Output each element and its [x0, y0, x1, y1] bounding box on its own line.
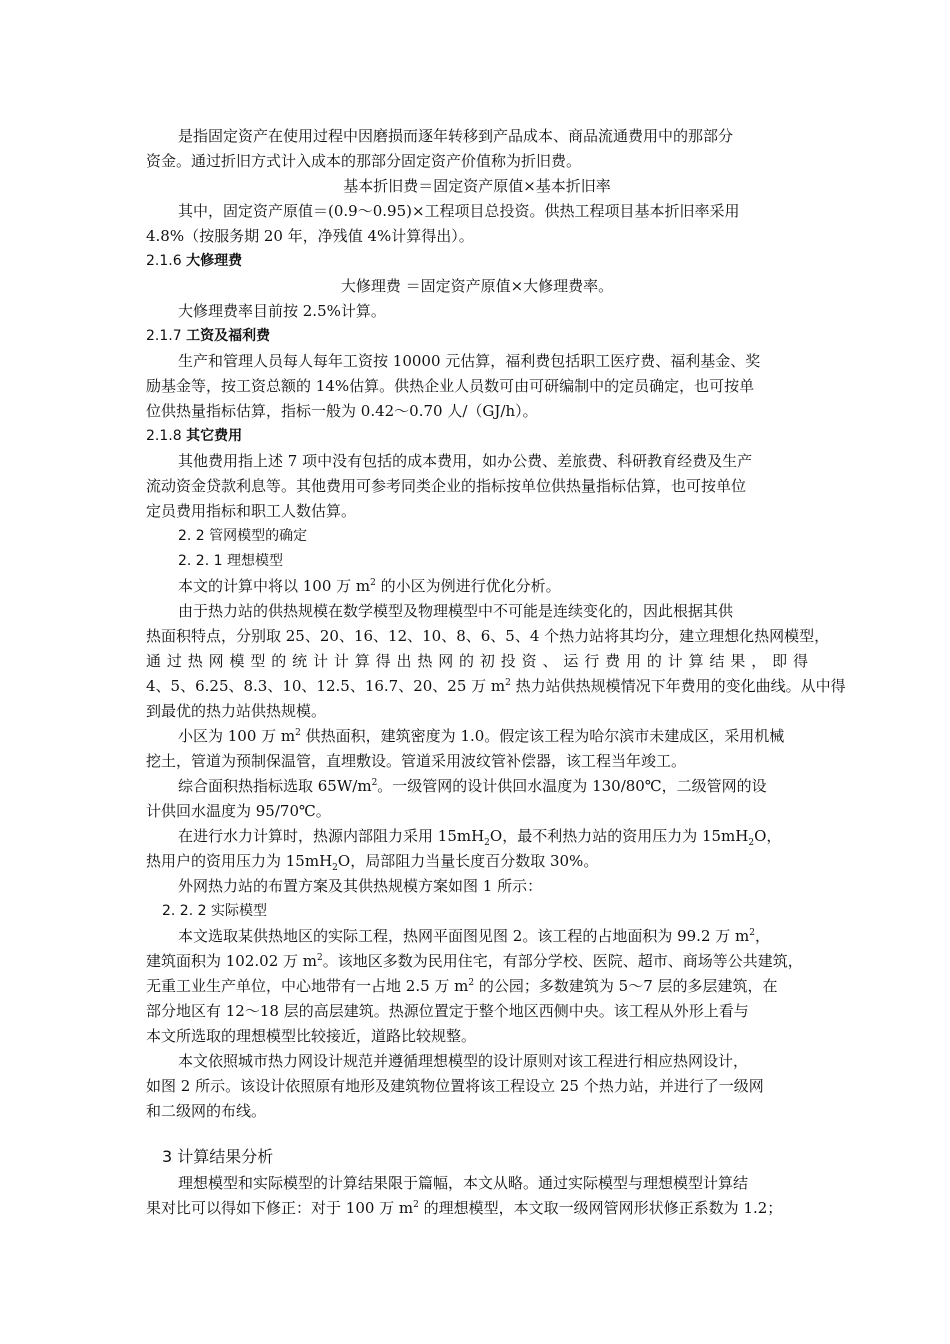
paragraph-line: 其中，固定资产原值＝(0.9～0.95)×工程项目总投资。供热工程项目基本折旧率采用 — [178, 202, 740, 220]
paragraph-line: 其他费用指上述 7 项中没有包括的成本费用，如办公费、差旅费、科研教育经费及生产 — [178, 452, 753, 470]
paragraph-line: 建筑面积为 102.02 万 $m^2$。该地区多数为民用住宅，有部分学校、医院、超市、商场等公共建筑， — [146, 952, 803, 970]
paragraph-line: 果对比可以得如下修正：对于 100 万 $m^2$ 的理想模型，本文取一级网管网形状修正系数为 1.2； — [146, 1199, 783, 1217]
paragraph-line: 和二级网的布线。 — [146, 1102, 267, 1120]
section-heading-2-1-8: 2.1.8 其它费用 — [146, 428, 243, 444]
paragraph-line: 由于热力站的供热规模在数学模型及物理模型中不可能是连续变化的，因此根据其供 — [178, 602, 734, 620]
paragraph-line: 本文依照城市热力网设计规范并遵循理想模型的设计原则对该工程进行相应热网设计， — [178, 1052, 749, 1070]
paragraph-line: 综合面积热指标选取 $65W/m^2$。一级管网的设计供回水温度为 130/80℃，二级管网的设 — [178, 777, 767, 795]
paragraph-line: 通过热网模型的统计计算得出热网的初投资、运行费用的计算结果，即得 — [146, 652, 808, 670]
paragraph-line: 部分地区有 12～18 层的高层建筑。热源位置定于整个地区西侧中央。该工程从外形上看与 — [146, 1002, 749, 1020]
paragraph-line: 理想模型和实际模型的计算结果限于篇幅，本文从略。通过实际模型与理想模型计算结 — [178, 1174, 749, 1192]
paragraph-line: 无重工业生产单位，中心地带有一占地 2.5 万 $m^2$ 的公园；多数建筑为 5～7 层的多层建筑，在 — [146, 977, 778, 995]
section-heading-2-1-7: 2.1.7 工资及福利费 — [146, 328, 271, 344]
paragraph-line: 生产和管理人员每人每年工资按 10000 元估算，福利费包括职工医疗费、福利基金、奖 — [178, 352, 761, 370]
paragraph-line: 资金。通过折旧方式计入成本的那部分固定资产价值称为折旧费。 — [146, 152, 582, 170]
section-heading-2-1-6: 2.1.6 大修理费 — [146, 253, 243, 269]
section-heading-2-2: 2. 2 管网模型的确定 — [178, 528, 308, 544]
formula-depreciation: 基本折旧费＝固定资产原值×基本折旧率 — [343, 177, 611, 195]
paragraph-line: 热用户的资用压力为 $15mH_2O$，局部阻力当量长度百分数取 30%。 — [146, 852, 599, 873]
paragraph-line: 流动资金贷款利息等。其他费用可参考同类企业的指标按单位供热量指标估算，也可按单位 — [146, 477, 747, 495]
paragraph-line: 热面积特点，分别取 25、20、16、12、10、8、6、5、4 个热力站将其均分，建立理想化热网模型， — [146, 627, 830, 645]
paragraph-line: 计供回水温度为 95/70℃。 — [146, 802, 331, 820]
paragraph-line: 本文选取某供热地区的实际工程，热网平面图见图 2。该工程的占地面积为 99.2 万 $m^2$， — [178, 927, 770, 945]
paragraph-line: 位供热量指标估算，指标一般为 0.42～0.70 人/（GJ/h）。 — [146, 402, 538, 420]
paragraph-line: 是指固定资产在使用过程中因磨损而逐年转移到产品成本、商品流通费用中的那部分 — [178, 127, 734, 145]
paragraph-line: 在进行水力计算时，热源内部阻力采用 $15mH_2O$，最不利热力站的资用压力为 $15mH_2O$， — [178, 827, 782, 848]
paragraph-line: 本文的计算中将以 100 万 $m^2$ 的小区为例进行优化分析。 — [178, 577, 561, 595]
paragraph-line: 本文所选取的理想模型比较接近，道路比较规整。 — [146, 1027, 477, 1045]
paragraph-line: 外网热力站的布置方案及其供热规模方案如图 1 所示： — [178, 877, 543, 895]
section-heading-2-2-2: 2. 2. 2 实际模型 — [162, 903, 267, 919]
paragraph-line: 4、5、6.25、8.3、10、12.5、16.7、20、25 万 $m^2$ 热力站供热规模情况下年费用的变化曲线。从中得 — [146, 677, 846, 695]
paragraph-line: 如图 2 所示。该设计依照原有地形及建筑物位置将该工程设立 25 个热力站，并进行了一级网 — [146, 1077, 764, 1095]
paragraph-line: 大修理费率目前按 2.5%计算。 — [178, 302, 386, 320]
paragraph-line: 励基金等，按工资总额的 14%估算。供热企业人员数可由可研编制中的定员确定，也可按单 — [146, 377, 755, 395]
section-heading-2-2-1: 2. 2. 1 理想模型 — [178, 553, 283, 569]
paragraph-line: 挖土，管道为预制保温管，直埋敷设。管道采用波纹管补偿器，该工程当年竣工。 — [146, 752, 687, 770]
paragraph-line: 到最优的热力站供热规模。 — [146, 702, 327, 720]
paragraph-line: 4.8%（按服务期 20 年，净残值 4%计算得出）。 — [146, 227, 474, 245]
formula-overhaul: 大修理费 ＝固定资产原值×大修理费率。 — [340, 277, 614, 295]
section-heading-3: 3 计算结果分析 — [162, 1147, 274, 1166]
paragraph-line: 定员费用指标和职工人数估算。 — [146, 502, 357, 520]
paragraph-line: 小区为 100 万 $m^2$ 供热面积，建筑密度为 1.0。假定该工程为哈尔滨市未建成区，采用机械 — [178, 727, 785, 745]
